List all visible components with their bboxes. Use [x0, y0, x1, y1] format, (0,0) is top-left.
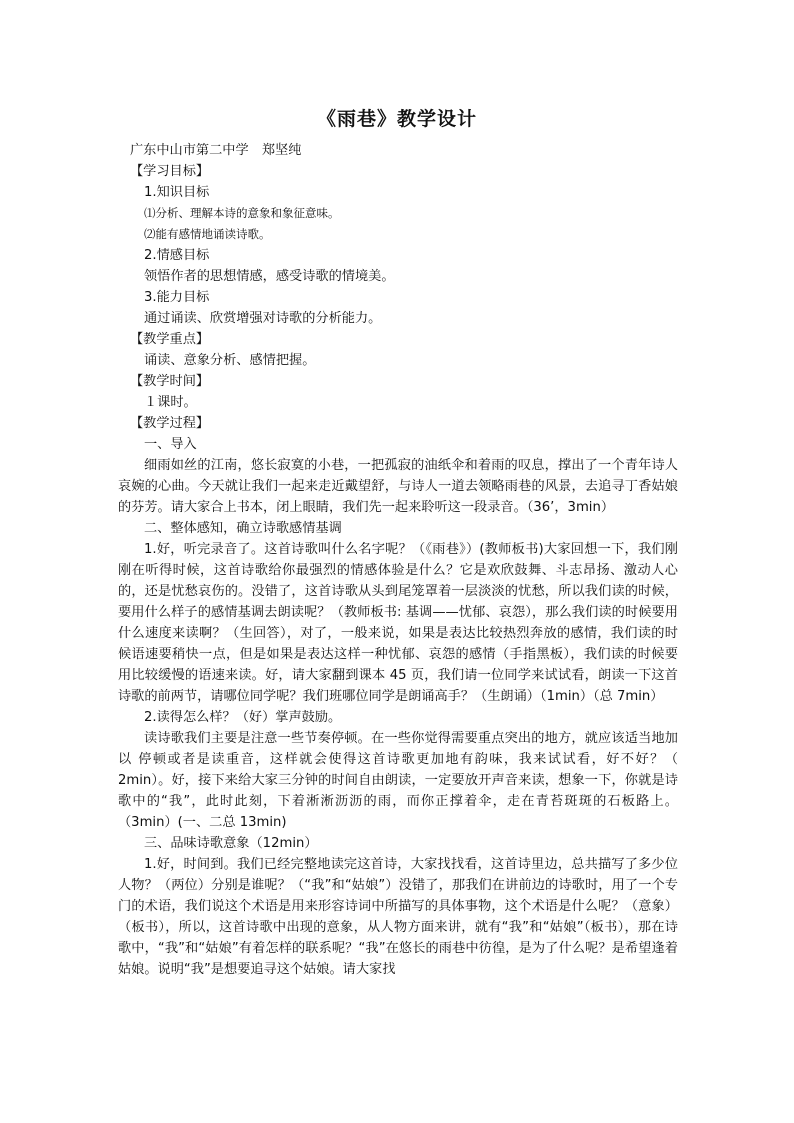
time-header: 【教学时间】	[130, 374, 210, 389]
objectives-header: 【学习目标】	[130, 164, 210, 179]
document-title: 《雨巷》教学设计	[316, 108, 477, 130]
perception-paragraph-3: 读诗歌我们主要是注意一些节奏停顿。在一些你觉得需要重点突出的地方，就应该适当地加以 停顿或者是读重音，这样就会使得这首诗歌更加地有韵味，我来试试看，好不好？（ 2min）。好，接下来给大家三分钟的时间自由朗读，一定要放开声音来读，想象一下，你就是诗歌中的“我”，此时此刻，下着淅淅沥沥的雨，而你正撑着伞，走在青苔斑斑的石板路上。（3min）(一、二总 13min)	[118, 731, 678, 830]
knowledge-item-2: ⑵能有感情地诵读诗歌。	[144, 227, 271, 241]
ability-text: 通过诵读、欣赏增强对诗歌的分析能力。	[144, 311, 382, 326]
focus-header: 【教学重点】	[130, 332, 210, 347]
perception-paragraph-2: 2.读得怎么样？（好）掌声鼓励。	[144, 710, 342, 725]
perception-header: 二、整体感知，确立诗歌感情基调	[144, 521, 342, 536]
intro-header: 一、导入	[144, 437, 197, 452]
focus-text: 诵读、意象分析、感情把握。	[144, 353, 316, 368]
emotion-text: 领悟作者的思想情感，感受诗歌的情境美。	[144, 269, 395, 284]
knowledge-header: 1.知识目标	[144, 185, 210, 200]
author-line: 广东中山市第二中学 郑坚纯	[130, 143, 302, 158]
perception-paragraph-1: 1.好，听完录音了。这首诗歌叫什么名字呢？（《雨巷》）(教师板书)大家回想一下，我们刚刚在听得时候，这首诗歌给你最强烈的情感体验是什么？它是欢欣鼓舞、斗志昂扬、激动人心的，还是忧愁哀伤的。没错了，这首诗歌从头到尾笼罩着一层淡淡的忧愁，所以我们读的时候，要用什么样子的感情基调去朗读呢？（教师板书: 基调——忧郁、哀怨），那么我们读的时候要用什么速度来读啊？（生回答），对了，一般来说，如果是表达比较热烈奔放的感情，我们读的时候语速要稍快一点，但是如果是表达这样一种忧郁、哀怨的感情（手指黑板），我们读的时候要用比较缓慢的语速来读。好，请大家翻到课本 45 页，我们请一位同学来试试看，朗读一下这首诗歌的前两节，请哪位同学呢？我们班哪位同学是朗诵高手？（生朗诵）（1min）（总 7min）	[118, 542, 678, 704]
imagery-paragraph-1: 1.好，时间到。我们已经完整地读完这首诗，大家找找看，这首诗里边，总共描写了多少位人物？（两位）分别是谁呢？（“我”和“姑娘”）没错了，那我们在讲前边的诗歌时，用了一个专门的术语，我们说这个术语是用来形容诗词中所描写的具体事物，这个术语是什么呢？（意象）（板书），所以，这首诗歌中出现的意象，从人物方面来讲，就有“我”和“姑娘”（板书），那在诗歌中，“我”和“姑娘”有着怎样的联系呢？“我”在悠长的雨巷中彷徨，是为了什么呢？是希望逢着姑娘。说明“我”是想要追寻这个姑娘。请大家找	[118, 857, 678, 977]
knowledge-item-1: ⑴分析、理解本诗的意象和象征意味。	[144, 206, 340, 220]
process-header: 【教学过程】	[130, 416, 210, 431]
imagery-header: 三、品味诗歌意象（12min）	[144, 836, 318, 851]
time-text: １课时。	[144, 395, 197, 410]
intro-paragraph: 细雨如丝的江南，悠长寂寞的小巷，一把孤寂的油纸伞和着雨的叹息，撑出了一个青年诗人哀婉的心曲。今天就让我们一起来走近戴望舒，与诗人一道去领略雨巷的风景，去追寻丁香姑娘的芬芳。请大家合上书本，闭上眼睛，我们先一起来聆听这一段录音。（36’，3min）	[118, 458, 678, 515]
emotion-header: 2.情感目标	[144, 248, 210, 263]
ability-header: 3.能力目标	[144, 290, 210, 305]
document-body	[118, 140, 678, 980]
